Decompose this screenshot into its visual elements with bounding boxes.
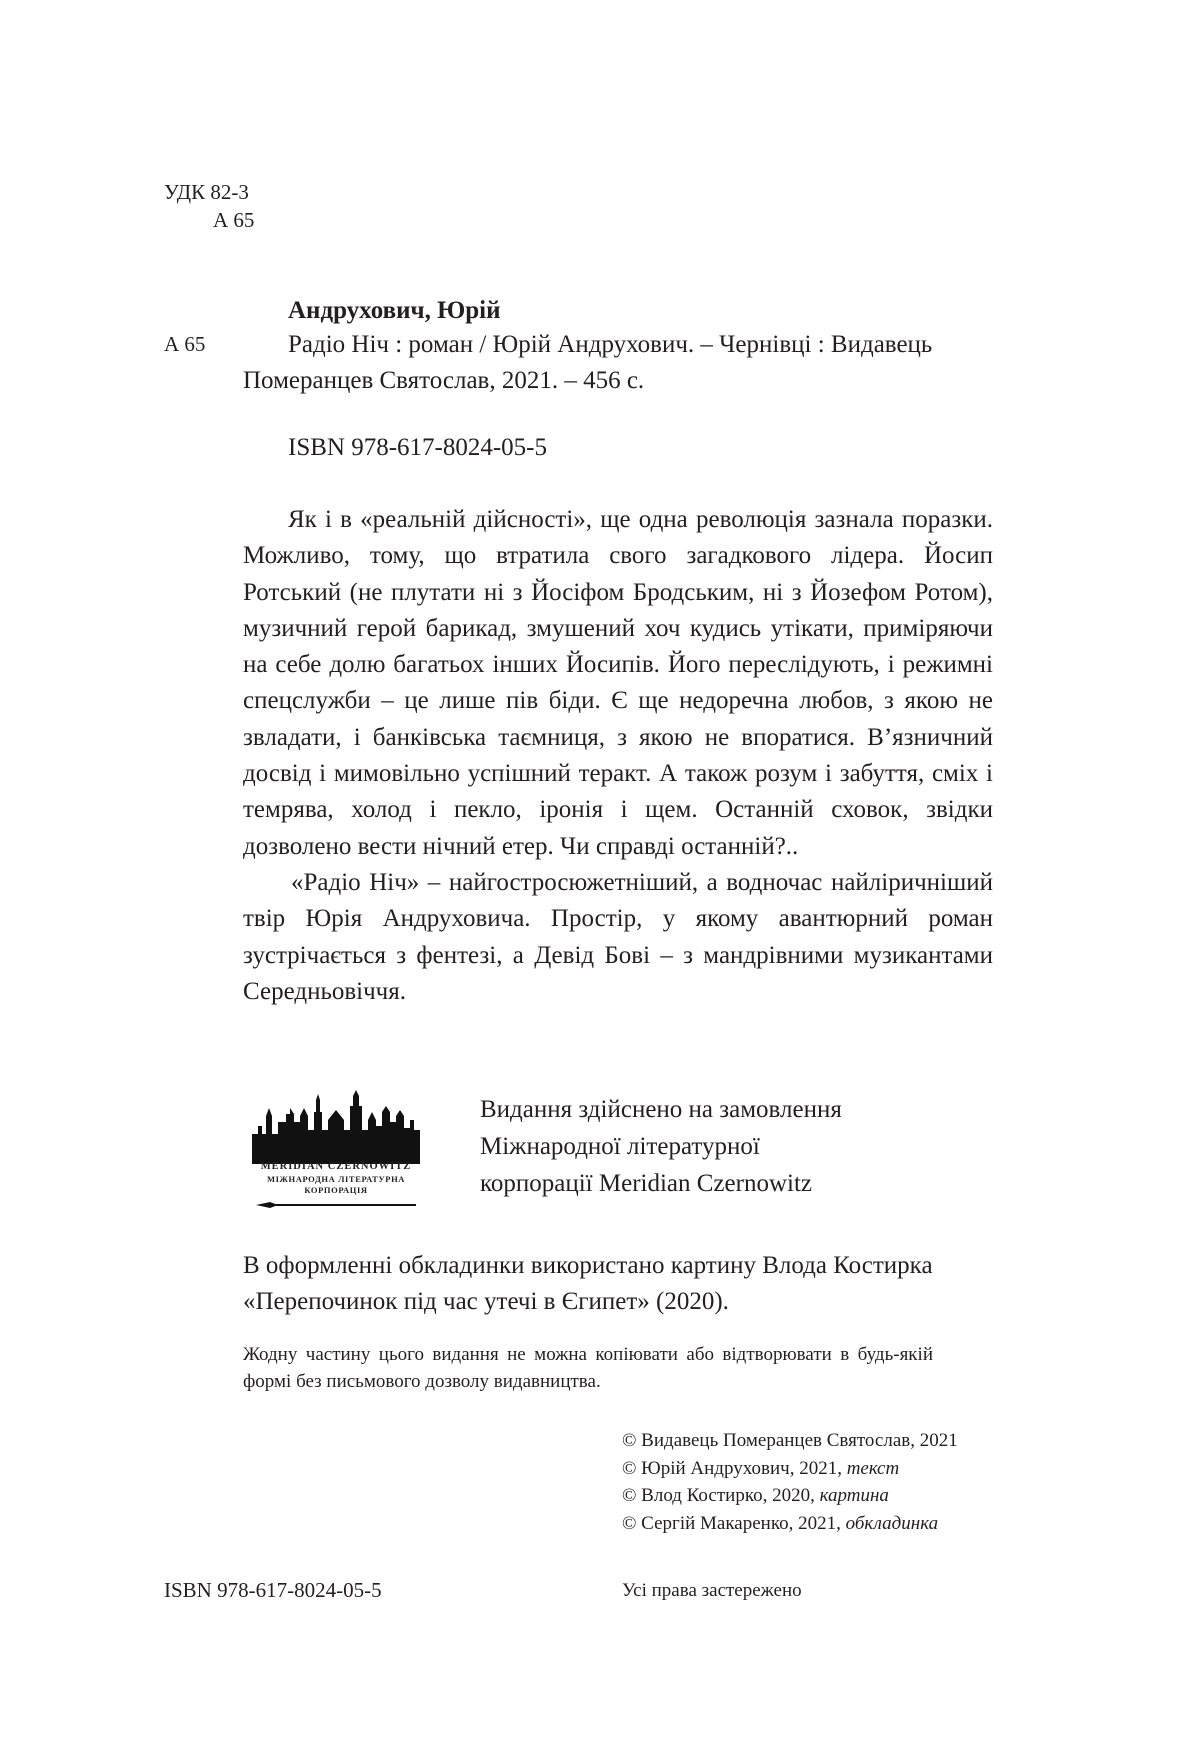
rights-note: Жодну частину цього видання не можна копіювати або відтворювати в будь-якій формі без письмового дозволу видавництва. (243, 1344, 933, 1392)
commission-note (480, 1091, 1000, 1202)
commission-line: корпорації Meridian Czernowitz (480, 1170, 812, 1197)
city-skyline-icon (252, 1086, 420, 1164)
copyright-list (622, 1427, 1042, 1537)
copyright-line: © Юрій Андрухович, 2021, текст (622, 1457, 900, 1479)
annotation-paragraph: «Радіо Ніч» – найгостросюжетніший, а водночас найліричніший твір Юрія Андруховича. Простір, у якому авантюрний роман зустрічається з фентезі, а Девід Бові – з мандрівними музикантами Середньовіччя. (243, 868, 993, 1005)
logo-title: MERIDIAN CZERNOWITZ (260, 1161, 412, 1172)
author-heading: Андрухович, Юрій (288, 297, 501, 324)
copyright-line: © Влод Костирко, 2020, картина (622, 1485, 889, 1506)
pen-icon (256, 1198, 416, 1210)
cover-note-line: «Перепочинок під час утечі в Єгипет» (2020). (243, 1288, 729, 1315)
copyright-line: © Видавець Померанцев Святослав, 2021 (622, 1430, 958, 1451)
commission-line: Міжнародної літературної (480, 1133, 760, 1160)
copyright-line: © Сергій Макаренко, 2021, обкладинка (622, 1512, 939, 1534)
isbn-record: ISBN 978-617-8024-05-5 (288, 434, 548, 461)
udk-code: УДК 82-3 (164, 180, 249, 204)
commission-line: Видання здійснено на замовлення (480, 1096, 842, 1123)
annotation-paragraph: Як і в «реальній дійсності», ще одна революція зазнала поразки. Можливо, тому, що втратила свого загадкового лідера. Йосип Ротський (не плутати ні з Йосіфом Бродським, ні з Йозефом Ротом), музичний герой барикад, змушений хоч кудись утікати, приміряючи на себе долю багатьох інших Йосипів. Його переслідують, і режимні спецслужби – це лише пів біди. Є ще недоречна любов, з якою не звладати, і банківська таємниця, з якою не впоратися. В’язничний досвід і мимовільно успішний теракт. А також розум і забуття, сміх і темрява, холод і пекло, іронія і щем. Останній сховок, звідки дозволено вести нічний етер. Чи справді останній?.. (243, 506, 993, 860)
author-mark: А 65 (164, 332, 206, 356)
cover-note-line: В оформленні обкладинки використано картину Влода Костирка (243, 1252, 933, 1279)
isbn-footer: ISBN 978-617-8024-05-5 (164, 1578, 382, 1602)
bbk-code: А 65 (213, 208, 255, 232)
logo-subtitle: МІЖНАРОДНА ЛІТЕРАТУРНА (266, 1174, 406, 1184)
cover-note (243, 1248, 1023, 1320)
all-rights-reserved: Усі права застережено (622, 1580, 802, 1601)
logo-subtitle: КОРПОРАЦІЯ (304, 1185, 368, 1195)
annotation (243, 502, 993, 1010)
bibliographic-description: Радіо Ніч : роман / Юрій Андрухович. – Чернівці : Видавець Померанцев Святослав, 2021. – 456 с. (243, 331, 933, 394)
